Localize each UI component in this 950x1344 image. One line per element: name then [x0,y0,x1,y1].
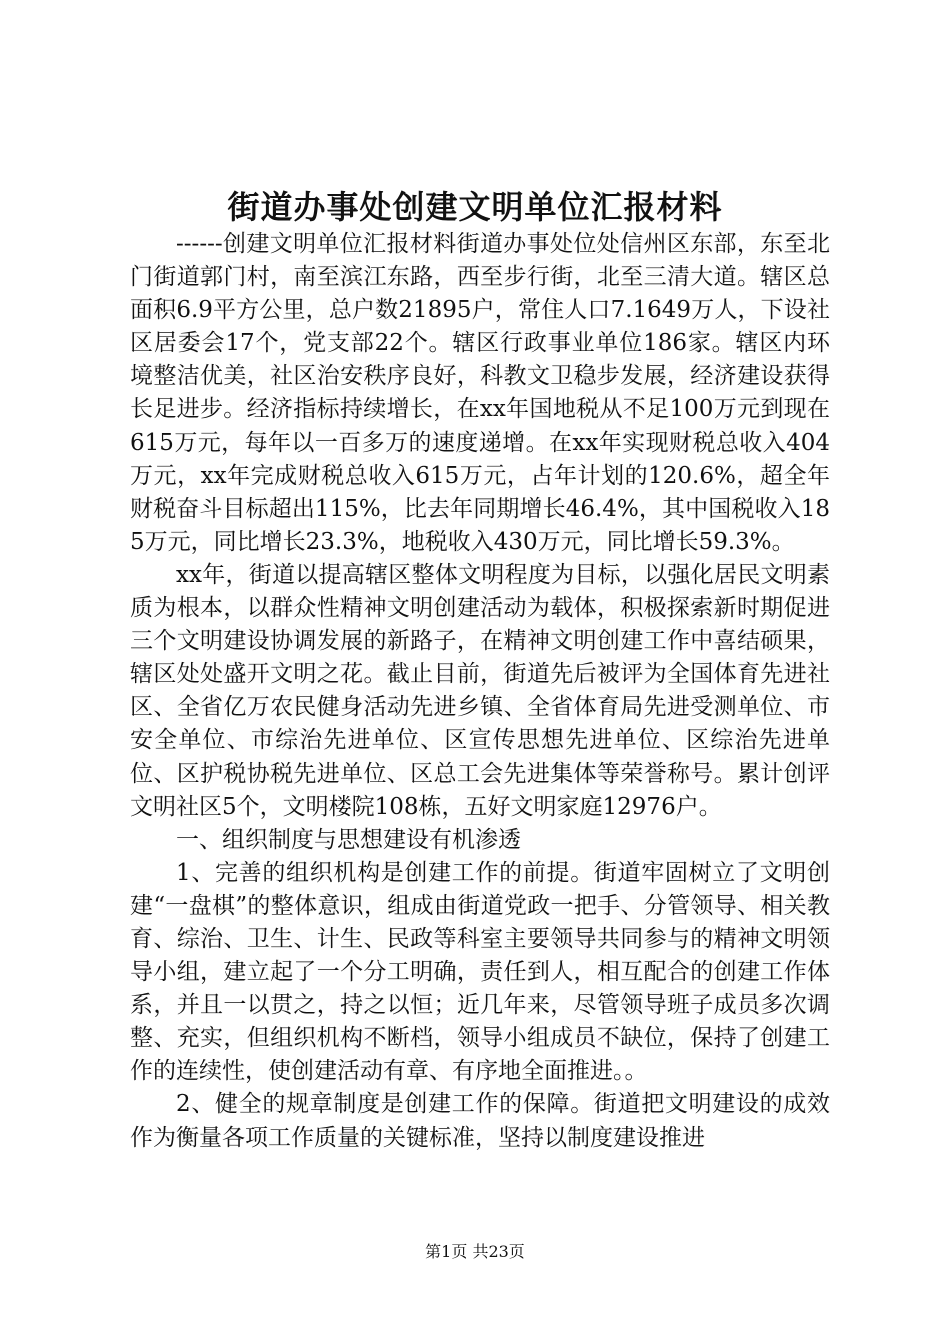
paragraph-rules: 2、健全的规章制度是创建工作的保障。街道把文明建设的成效作为衡量各项工作质量的关键标准，坚持以制度建设推进 [130,1091,830,1151]
document-title: 街道办事处创建文明单位汇报材料 [227,188,723,226]
document-body [130,228,830,1155]
paragraph-organization: 1、完善的组织机构是创建工作的前提。街道牢固树立了文明创建“一盘棋”的整体意识，组成由街道党政一把手、分管领导、相关教育、综治、卫生、计生、民政等科室主要领导共同参与的精神文明领导小组，建立起了一个分工明确，责任到人，相互配合的创建工作体系，并且一以贯之，持之以恒；近几年来，尽管领导班子成员多次调整、充实，但组织机构不断档，领导小组成员不缺位，保持了创建工作的连续性，使创建活动有章、有序地全面推进。。 [130,859,830,1085]
section-heading: 一、组织制度与思想建设有机渗透 [176,826,521,853]
page-number-footer: 第1页 共23页 [425,1242,525,1261]
paragraph-achievements: xx年，街道以提高辖区整体文明程度为目标，以强化居民文明素质为根本，以群众性精神文明创建活动为载体，积极探索新时期促进三个文明建设协调发展的新路子，在精神文明创建工作中喜结硕果，辖区处处盛开文明之花。截止目前，街道先后被评为全国体育先进社区、全省亿万农民健身活动先进乡镇、全省体育局先进受测单位、市安全单位、市综治先进单位、区宣传思想先进单位、区综治先进单位、区护税协税先进单位、区总工会先进集体等荣誉称号。累计创评文明社区5个，文明楼院108栋，五好文明家庭12976户。 [130,561,830,820]
paragraph-intro: ------创建文明单位汇报材料街道办事处位处信州区东部，东至北门街道郭门村，南至滨江东路，西至步行街，北至三清大道。辖区总面积6.9平方公里，总户数21895户，常住人口7.1649万人，下设社区居委会17个，党支部22个。辖区行政事业单位186家。辖区内环境整洁优美，社区治安秩序良好，科教文卫稳步发展，经济建设获得长足进步。经济指标持续增长，在xx年国地税从不足100万元到现在615万元，每年以一百多万的速度递增。在xx年实现财税总收入404万元，xx年完成财税总收入615万元，占年计划的120.6%，超全年财税奋斗目标超出115%，比去年同期增长46.4%，其中国税收入185万元，同比增长23.3%，地税收入430万元，同比增长59.3%。 [130,231,830,555]
